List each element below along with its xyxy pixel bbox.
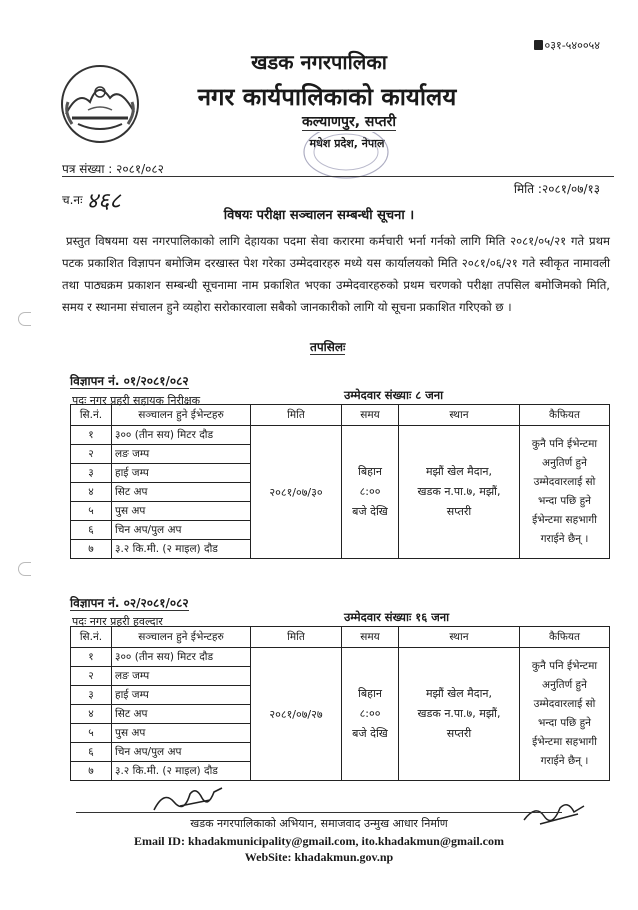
serial-number-cell: १ [71, 648, 112, 667]
column-header: कैफियत [520, 405, 610, 426]
notice-date: मिति :२०८१/०७/१३ [513, 182, 600, 196]
event-name-cell: चिन अप/पुल अप [112, 743, 251, 762]
event-name-cell: ३०० (तीन सय) मिटर दौड [112, 648, 251, 667]
exam-time-cell-line: ८:०० [359, 707, 381, 720]
table-header-row [71, 627, 610, 648]
remarks-cell-line: अनुतिर्ण हुने [542, 679, 587, 691]
office-stamp [296, 132, 396, 182]
event-name-cell: हाई जम्प [112, 464, 251, 483]
column-header: सि.नं. [71, 405, 112, 426]
exam-time-cell [342, 648, 399, 781]
serial-number-cell: २ [71, 667, 112, 686]
exam-venue-cell [399, 648, 520, 781]
serial-number-cell: ७ [71, 762, 112, 781]
footer-email: Email ID: khadakmunicipality@gmail.com, ito.khadakmun@gmail.com [133, 834, 505, 848]
serial-number-cell: ३ [71, 686, 112, 705]
exam-time-cell-line: बिहान [358, 687, 382, 700]
exam-time-cell-line: बजे देखि [352, 727, 388, 740]
serial-number-cell: ४ [71, 705, 112, 724]
office-name: नगर कार्यपालिकाको कार्यालय [197, 83, 457, 111]
ad-number: विज्ञापन नं. ०१/२०८१/०८२ [70, 374, 189, 388]
punch-hole [18, 312, 31, 326]
exam-venue-cell [399, 426, 520, 559]
exam-venue-cell-line: सप्तरी [446, 727, 472, 740]
column-header: स्थान [399, 405, 520, 426]
province-name: मधेश प्रदेश, नेपाल [309, 137, 385, 150]
footer-divider [76, 812, 562, 813]
event-name-cell: लङ जम्प [112, 445, 251, 464]
remarks-cell-line: भन्दा पछि हुने [537, 717, 592, 729]
punch-hole [18, 562, 31, 576]
serial-number-cell: १ [71, 426, 112, 445]
remarks-cell-line: ईभेन्टमा सहभागी [532, 514, 597, 526]
event-name-cell: पुस अप [112, 502, 251, 521]
footer-tagline: खडक नगरपालिकाको अभियान, समाजवाद उन्मुख आधार निर्माण [190, 817, 448, 830]
letter-number: पत्र संख्या : २०८१/०८२ [62, 162, 164, 176]
column-header: स्थान [399, 627, 520, 648]
exam-schedule-table [70, 404, 610, 559]
column-header: सि.नं. [71, 627, 112, 648]
municipality-name: खडक नगरपालिका [251, 50, 387, 74]
signature-left [150, 782, 230, 816]
table-row [71, 426, 610, 445]
exam-venue-cell-line: मझौं खेल मैदान, [425, 465, 493, 478]
table-row [71, 648, 610, 667]
remarks-cell-line: अनुतिर्ण हुने [542, 457, 587, 469]
event-name-cell: पुस अप [112, 724, 251, 743]
column-header: मिति [251, 405, 342, 426]
exam-venue-cell-line: खडक न.पा.७, मझौं, [417, 485, 501, 498]
exam-time-cell-line: ८:०० [359, 485, 381, 498]
exam-venue-cell-line: खडक न.पा.७, मझौं, [417, 707, 501, 720]
exam-time-cell-line: बिहान [358, 465, 382, 478]
remarks-cell-line: भन्दा पछि हुने [537, 495, 592, 507]
office-address: कल्याणपुर, सप्तरी [302, 114, 396, 130]
footer-website: WebSite: khadakmun.gov.np [244, 850, 394, 864]
exam-venue-cell-line: सप्तरी [446, 505, 472, 518]
notice-body: प्रस्तुत विषयमा यस नगरपालिकाको लागि देहायका पदमा सेवा करारमा कर्मचारी भर्ना गर्नको लागि मिति २०८१/०५/२१ गते प्रथम पटक प्रकाशित विज्ञापन बमोजिम दरखास्त पेश गरेका उम्मेदवारहरु मध्ये यस कार्यालयको मिति २०८१/०६/२१ गते स्वीकृत नामावली तथा पाठ्यक्रम प्रकाशन सम्बन्धी सूचनामा नाम प्रकाशित भएका उम्मेदवारहरुको प्रथम चरणको परीक्षा तपसिल बमोजिमको मिति, समय र स्थानमा संचालन हुने व्यहोरा सरोकारवाला सबैको जानकारीको लागि यो सूचना प्रकाशित गरिएको छ । [62, 234, 610, 314]
remarks-cell [520, 426, 610, 559]
event-name-cell: सिट अप [112, 705, 251, 724]
ad-number: विज्ञापन नं. ०२/२०८१/०८२ [70, 596, 189, 610]
candidate-count: उम्मेदवार संख्याः ८ जना [344, 388, 444, 402]
serial-number-cell: ६ [71, 743, 112, 762]
event-name-cell: हाई जम्प [112, 686, 251, 705]
event-name-cell: चिन अप/पुल अप [112, 521, 251, 540]
serial-number-cell: ४ [71, 483, 112, 502]
serial-number-cell: २ [71, 445, 112, 464]
serial-number-cell: ५ [71, 502, 112, 521]
exam-time-cell-line: बजे देखि [352, 505, 388, 518]
remarks-cell-line: उम्मेदवारलाई सो [533, 476, 596, 488]
column-header: मिति [251, 627, 342, 648]
event-name-cell: ३.२ कि.मी. (२ माइल) दौड [112, 540, 251, 559]
serial-number-cell: ६ [71, 521, 112, 540]
header-divider [62, 176, 614, 177]
remarks-cell-line: कुनै पनि ईभेन्टमा [531, 660, 598, 672]
remarks-cell-line: गराईने छैन् । [540, 533, 589, 545]
dispatch-number: च.नः ४६८ [62, 189, 121, 214]
phone-number: ०३१-५४००५४ [534, 38, 600, 53]
column-header: सञ्चालन हुने ईभेन्टहरु [112, 627, 251, 648]
remarks-cell-line: ईभेन्टमा सहभागी [532, 736, 597, 748]
remarks-cell-line: उम्मेदवारलाई सो [533, 698, 596, 710]
table-header-row [71, 405, 610, 426]
serial-number-cell: ५ [71, 724, 112, 743]
exam-schedule-table [70, 626, 610, 781]
column-header: समय [342, 405, 399, 426]
post-name: पदः नगर प्रहरी हवल्दार [72, 615, 163, 628]
candidate-count: उम्मेदवार संख्याः १६ जना [344, 610, 450, 624]
notice-subject: विषयः परीक्षा सञ्चालन सम्बन्धी सूचना । [223, 208, 415, 223]
event-name-cell: सिट अप [112, 483, 251, 502]
exam-date-cell: २०८१/०७/३० [251, 426, 342, 559]
serial-number-cell: ७ [71, 540, 112, 559]
event-name-cell: लङ जम्प [112, 667, 251, 686]
exam-time-cell [342, 426, 399, 559]
remarks-cell [520, 648, 610, 781]
event-name-cell: ३०० (तीन सय) मिटर दौड [112, 426, 251, 445]
details-heading: तपसिलः [310, 340, 346, 354]
post-name: पदः नगर प्रहरी सहायक निरीक्षक [72, 394, 201, 407]
column-header: समय [342, 627, 399, 648]
exam-date-cell: २०८१/०७/२७ [251, 648, 342, 781]
remarks-cell-line: कुनै पनि ईभेन्टमा [531, 438, 598, 450]
exam-venue-cell-line: मझौं खेल मैदान, [425, 687, 493, 700]
event-name-cell: ३.२ कि.मी. (२ माइल) दौड [112, 762, 251, 781]
column-header: कैफियत [520, 627, 610, 648]
serial-number-cell: ३ [71, 464, 112, 483]
column-header: सञ्चालन हुने ईभेन्टहरु [112, 405, 251, 426]
remarks-cell-line: गराईने छैन् । [540, 755, 589, 767]
